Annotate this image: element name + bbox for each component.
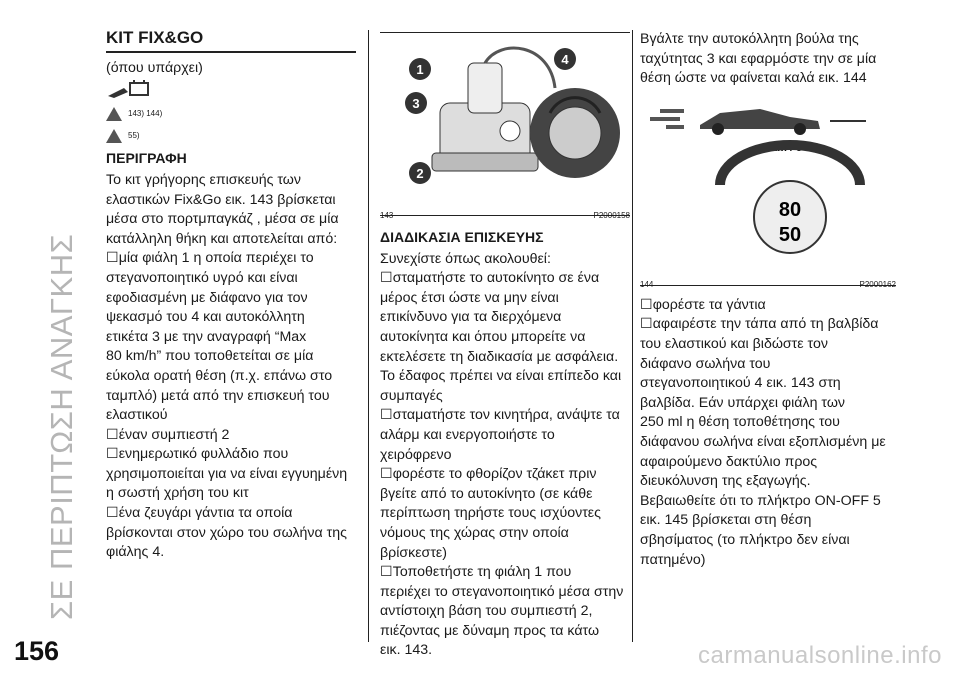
column-1 (106, 28, 356, 563)
text-line: κατάλληλη θήκη και αποτελείται από: (106, 230, 338, 247)
column-2 (380, 28, 630, 661)
callout-3: 3 (412, 96, 420, 111)
text-line: Το έδαφος πρέπει να είναι επίπεδο και (380, 368, 622, 385)
text-line: ☐σταματήστε τον κινητήρα, ανάψτε τα (380, 407, 620, 424)
figure-143 (380, 32, 630, 220)
figure-caption: 144 P2000162 (640, 280, 896, 290)
text-line: εφοδιασμένη με διάφανο για τον (106, 289, 308, 306)
text-line: επικίνδυνο για τα διερχόμενα (380, 309, 562, 326)
text-line: αλάρμ και ενεργοποιήστε το (380, 426, 555, 443)
text-line: Βγάλτε την αυτοκόλλητη βούλα της (640, 31, 859, 47)
sticker-top-value: 80 (778, 198, 802, 221)
text-line: ☐φορέστε τα γάντια (640, 296, 766, 313)
speed-limit-label: 8 km / 5 mi (761, 141, 819, 154)
description-text (106, 171, 356, 563)
text-line: του ελαστικού και βιδώστε τον (640, 335, 828, 352)
text-line: στεγανοποιητικού 4 εικ. 143 στη (640, 375, 841, 392)
callout-4: 4 (561, 52, 569, 67)
text-line: ☐μία φιάλη 1 η οποία περιέχει το (106, 250, 314, 267)
column-divider-2 (632, 30, 633, 642)
repair-kit-illustration (380, 33, 630, 193)
text-line: ταχύτητας 3 και εφαρμόστε την σε μία (640, 50, 877, 67)
text-line: νόμους της χώρας στην οποία (380, 524, 569, 541)
speed-sticker-illustration (640, 95, 896, 263)
text-line: ☐ενημερωτικό φυλλάδιο που (106, 446, 289, 463)
text-line: ☐έναν συμπιεστή 2 (106, 426, 230, 443)
availability-note: (όπου υπάρχει) (106, 59, 203, 76)
text-line: Συνεχίστε όπως ακολουθεί: (380, 250, 551, 267)
text-line: μέρος έτσι ώστε να μην είναι (380, 289, 559, 306)
text-line: εύκολα ορατή θέση (π.χ. επάνω στο (106, 367, 333, 384)
warning-row-2: 55) (106, 126, 356, 146)
text-line: στεγανοποιητικό υγρό και είναι (106, 269, 298, 286)
text-line: θέση ώστε να φαίνεται καλά εικ. 144 (640, 70, 867, 87)
text-line: εικ. 143. (380, 642, 433, 659)
procedure-text (380, 250, 630, 661)
text-line: η σωστή χρήση του κιτ (106, 485, 249, 502)
figure-144 (640, 95, 896, 290)
text-line: ελαστικού (106, 407, 168, 424)
text-line: περίπτωση τηρήστε τους ισχύοντες (380, 505, 601, 522)
chapter-side-title: ΣΕ ΠΕΡΙΠΤΩΣΗ ΑΝΑΓΚΗΣ (44, 233, 79, 620)
warning-row-1: 143) 144) (106, 104, 356, 124)
text-line: πατημένο) (640, 551, 706, 568)
repair-procedure-heading: ΔΙΑΔΙΚΑΣΙΑ ΕΠΙΣΚΕΥΗΣ (380, 229, 544, 245)
text-line: ☐ένα ζευγάρι γάντια τα οποία (106, 505, 293, 522)
text-line: πιέζοντας με δύναμη προς τα κάτω (380, 622, 600, 639)
sticker-bottom-value: 50 (778, 223, 802, 246)
warning-triangle-icon (106, 129, 122, 143)
text-line: ☐φορέστε το φθορίζον τζάκετ πριν (380, 466, 597, 483)
text-line: ταμπλό) μετά από την επισκευή του (106, 387, 330, 404)
text-line: ☐αφαιρέστε την τάπα από τη βαλβίδα (640, 316, 879, 333)
text-line: αυτοκίνητα και όπου μπορείτε να (380, 328, 586, 345)
text-line: διευκόλυνση της εξαγωγής. (640, 473, 811, 490)
description-heading: ΠΕΡΙΓΡΑΦΗ (106, 150, 187, 167)
callout-2: 2 (416, 166, 424, 181)
text-line: φιάλης 4. (106, 544, 165, 561)
text-line: βρίσκεστε) (380, 544, 447, 561)
text-line: εκτελέσετε τη διαδικασία με ασφάλεια. (380, 348, 619, 365)
figure-caption: 143 P2000158 (380, 210, 630, 220)
text-line: ελαστικών Fix&Go εικ. 143 βρίσκεται (106, 191, 336, 208)
text-line: ψεκασμό του 4 και αυτοκόλλητη (106, 309, 305, 326)
text-line: ☐σταματήστε το αυτοκίνητο σε ένα (380, 270, 600, 287)
text-line: 80 km/h” που τοποθετείται σε μία (106, 348, 314, 365)
text-line: συμπαγές (380, 387, 443, 404)
text-line: βαλβίδα. Εάν υπάρχει φιάλη των (640, 394, 845, 411)
callout-1: 1 (416, 62, 424, 77)
text-line: διάφανο σωλήνα του (640, 355, 771, 372)
text-line: διάφανου σωλήνα είναι εξοπλισμένη με (640, 433, 886, 450)
column-divider-1 (368, 30, 369, 642)
text-line: 250 ml η θέση τοποθέτησης του (640, 414, 840, 431)
text-line: αφαιρούμενο δακτύλιο προς (640, 453, 818, 470)
warning-triangle-icon (106, 107, 122, 121)
text-line: βγείτε από το αυτοκίνητο (σε κάθε (380, 485, 593, 502)
watermark: carmanualsonline.info (698, 642, 942, 669)
kit-symbol-icon (106, 80, 356, 102)
text-line: περιέχει το στεγανοποιητικό μέσα στην (380, 583, 624, 600)
steps-text (640, 296, 896, 570)
column-3 (640, 30, 896, 570)
text-line: σβησίματος (το πλήκτρο δεν είναι (640, 531, 850, 548)
text-line: εικ. 145 βρίσκεται στη θέση (640, 512, 812, 529)
text-line: χρησιμοποιείται για να είναι εγγυημένη (106, 465, 348, 482)
text-line: μέσα στο πορτμπαγκάζ , μέσα σε μία (106, 211, 339, 228)
page-number: 156 (14, 636, 60, 666)
text-line: Το κιτ γρήγορης επισκευής των (106, 171, 301, 188)
text-line: ☐Τοποθετήστε τη φιάλη 1 που (380, 564, 572, 581)
text-line: ετικέτα 3 με την αναγραφή “Max (106, 328, 307, 345)
section-title: KIT FIX&GO (106, 28, 356, 53)
text-line: βρίσκονται στον χώρο του σωλήνα της (106, 524, 347, 541)
text-line: χειρόφρενο (380, 446, 452, 463)
intro-text (640, 30, 896, 89)
text-line: Βεβαιωθείτε ότι το πλήκτρο ON-OFF 5 (640, 492, 881, 509)
text-line: αντίστοιχη βάση του συμπιεστή 2, (380, 603, 593, 620)
